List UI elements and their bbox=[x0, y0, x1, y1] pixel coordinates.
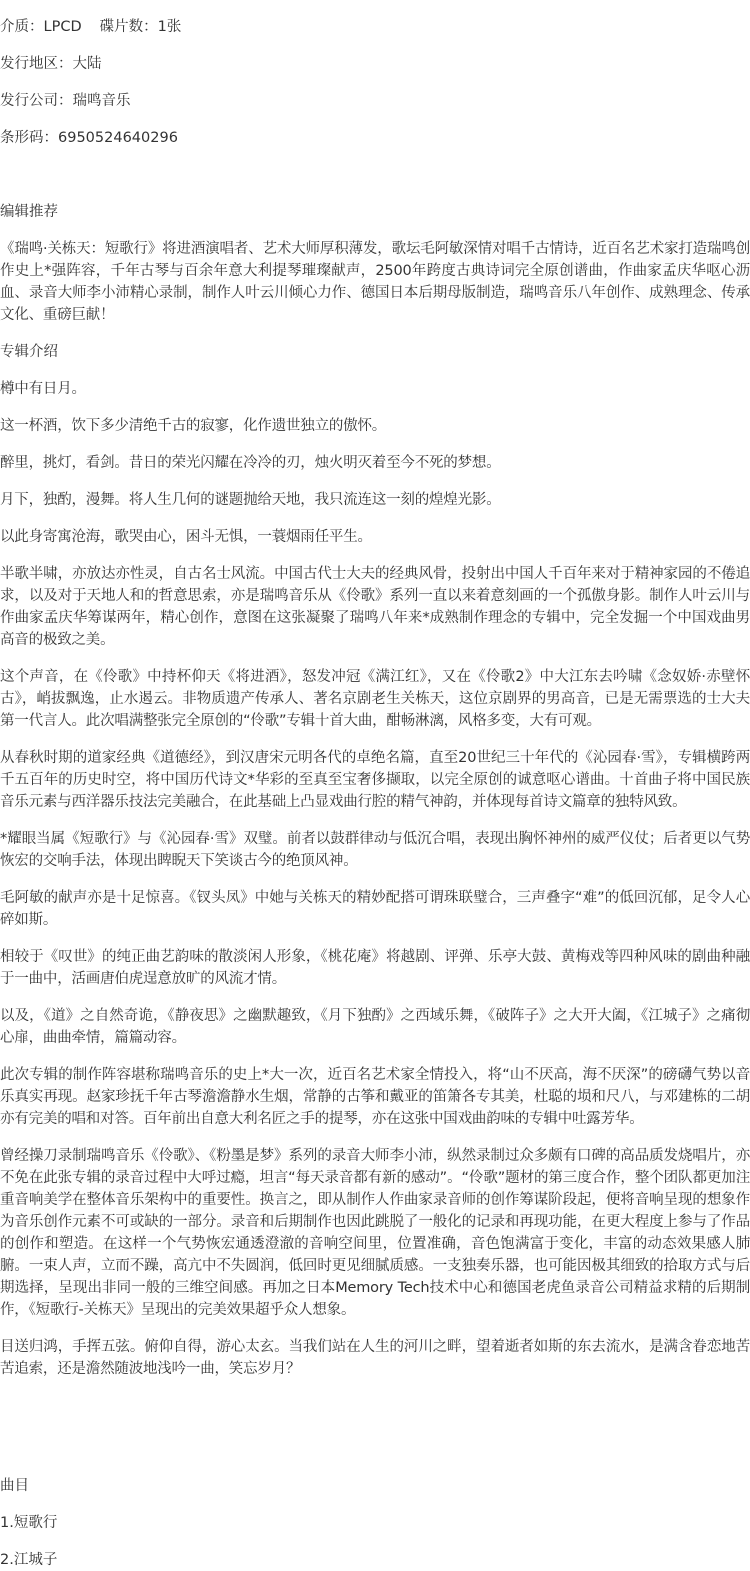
tracklist-title: 曲目 bbox=[0, 1478, 29, 1494]
album-intro-section bbox=[0, 341, 750, 1380]
track-item: 2.江城子 bbox=[0, 1552, 58, 1568]
intro-paragraph: 目送归鸿，手挥五弦。俯仰自得，游心太玄。当我们站在人生的河川之畔，望着逝者如斯的东去流水，是满含眷恋地苦苦追索，还是澹然随波地浅吟一曲，笑忘岁月？ bbox=[0, 1339, 750, 1377]
intro-paragraph: *耀眼当属《短歌行》与《沁园春·雪》双璧。前者以鼓群律动与低沉合唱，表现出胸怀神州的威严仪仗；后者更以气势恢宏的交响手法，体现出睥睨天下笑谈古今的绝顶风神。 bbox=[0, 831, 750, 869]
track-item: 1.短歌行 bbox=[0, 1515, 58, 1531]
intro-paragraph: 这个声音，在《伶歌》中持杯仰天《将进酒》，怒发冲冠《满江红》，又在《伶歌2》中大江东去吟啸《念奴娇·赤壁怀古》，峭拔飘逸，止水遏云。非物质遗产传承人、著名京剧老生关栋天，这位京剧界的男高音，已是无需票选的士大夫第一代言人。此次唱满整张完全原创的“伶歌”专辑十首大曲，酣畅淋漓，风格多变，大有可观。 bbox=[0, 669, 750, 729]
intro-paragraph: 这一杯酒，饮下多少清绝千古的寂寥，化作遗世独立的傲怀。 bbox=[0, 418, 387, 434]
intro-paragraph: 樽中有日月。 bbox=[0, 381, 86, 397]
intro-paragraph: 以及，《道》之自然奇诡，《静夜思》之幽默趣致，《月下独酌》之西域乐舞，《破阵子》之大开大阖，《江城子》之痛彻心扉，曲曲牵情，篇篇动容。 bbox=[0, 1008, 750, 1046]
intro-paragraph: 毛阿敏的献声亦是十足惊喜。《钗头凤》中她与关栋天的精妙配搭可谓珠联璧合，三声叠字“难”的低回沉郁，足令人心碎如斯。 bbox=[0, 890, 750, 928]
album-intro-title: 专辑介绍 bbox=[0, 344, 58, 360]
intro-paragraph: 醉里，挑灯，看剑。昔日的荣光闪耀在冷冷的刃，烛火明灭着至今不死的梦想。 bbox=[0, 455, 501, 471]
intro-paragraph: 相较于《叹世》的纯正曲艺韵味的散淡闲人形象，《桃花庵》将越剧、评弹、乐亭大鼓、黄梅戏等四种风味的剧曲种融于一曲中，活画唐伯虎逞意放旷的风流才情。 bbox=[0, 949, 750, 987]
medium-text: 介质：LPCD bbox=[0, 19, 82, 35]
publisher-info: 发行公司：瑞鸣音乐 bbox=[0, 93, 131, 109]
tracklist-section bbox=[0, 1475, 750, 1571]
discs-text: 碟片数：1张 bbox=[99, 19, 182, 35]
editor-recommend-section bbox=[0, 201, 750, 326]
editor-recommend-text: 《瑞鸣·关栋天：短歌行》将进酒演唱者、艺术大师厚积薄发，歌坛毛阿敏深情对唱千古情诗，近百名艺术家打造瑞鸣创作史上*强阵容，千年古琴与百余年意大利提琴璀璨献声，2500年跨度古典诗词完全原创谱曲，作曲家孟庆华呕心沥血、录音大师李小沛精心录制，制作人叶云川倾心力作、德国日本后期母版制造，瑞鸣音乐八年创作、成熟理念、传承文化、重磅巨献！ bbox=[0, 241, 750, 323]
intro-paragraph: 月下，独酌，漫舞。将人生几何的谜题抛给天地，我只流连这一刻的煌煌光影。 bbox=[0, 492, 501, 508]
album-meta bbox=[0, 16, 750, 149]
intro-paragraph: 此次专辑的制作阵容堪称瑞鸣音乐的史上*大一次，近百名艺术家全情投入，将“山不厌高，海不厌深”的磅礴气势以音乐真实再现。赵家珍抚千年古琴澹澹静水生烟，常静的古筝和戴亚的笛箫各专其美，杜聪的埙和尺八，与邓建栋的二胡亦有完美的唱和对答。百年前出自意大利名匠之手的提琴，亦在这张中国戏曲韵味的专辑中吐露芳华。 bbox=[0, 1067, 750, 1127]
region-info: 发行地区：大陆 bbox=[0, 56, 102, 72]
editor-recommend-title: 编辑推荐 bbox=[0, 204, 58, 220]
medium-info bbox=[0, 16, 750, 38]
intro-paragraph: 以此身寄寓沧海，歌哭由心，困斗无惧，一蓑烟雨任平生。 bbox=[0, 529, 372, 545]
intro-paragraph: 曾经操刀录制瑞鸣音乐《伶歌》、《粉墨是梦》系列的录音大师李小沛，纵然录制过众多颇有口碑的高品质发烧唱片，亦不免在此张专辑的录音过程中大呼过瘾，坦言“每天录音都有新的感动”。“伶歌”题材的第三度合作，整个团队都更加注重音响美学在整体音乐架构中的重要性。换言之，即从制作人作曲家录音师的创作筹谋阶段起，便将音响呈现的想象作为音乐创作元素不可或缺的一部分。录音和后期制作也因此跳脱了一般化的记录和再现功能，在更大程度上参与了作品的创作和塑造。在这样一个气势恢宏通透澄澈的音响空间里，位置准确，音色饱满富于变化，丰富的动态效果感人肺腑。一束人声，立而不躁，高亢中不失圆润，低回时更见细腻质感。一支独奏乐器，也可能因极其细致的拾取方式与后期选择，呈现出非同一般的三维空间感。再加之日本Memory Tech技术中心和德国老虎鱼录音公司精益求精的后期制作，《短歌行-关栋天》呈现出的完美效果超乎众人想象。 bbox=[0, 1148, 750, 1318]
intro-paragraph: 从春秋时期的道家经典《道德经》，到汉唐宋元明各代的卓绝名篇，直至20世纪三十年代的《沁园春·雪》，专辑横跨两千五百年的历史时空，将中国历代诗文*华彩的至真至宝奢侈撷取，以完全原创的诚意呕心谱曲。十首曲子将中国民族音乐元素与西洋器乐技法完美融合，在此基础上凸显戏曲行腔的精气神韵，并体现每首诗文篇章的独特风致。 bbox=[0, 750, 750, 810]
intro-paragraph: 半歌半啸，亦放达亦性灵，自古名士风流。中国古代士大夫的经典风骨，投射出中国人千百年来对于精神家园的不倦追求，以及对于天地人和的哲意思索，亦是瑞鸣音乐从《伶歌》系列一直以来着意刻画的一个孤傲身影。制作人叶云川与作曲家孟庆华筹谋两年，精心创作，意图在这张凝聚了瑞鸣八年来*成熟制作理念的专辑中，完全发掘一个中国戏曲男高音的极致之美。 bbox=[0, 566, 750, 648]
barcode-info: 条形码：6950524640296 bbox=[0, 130, 178, 146]
